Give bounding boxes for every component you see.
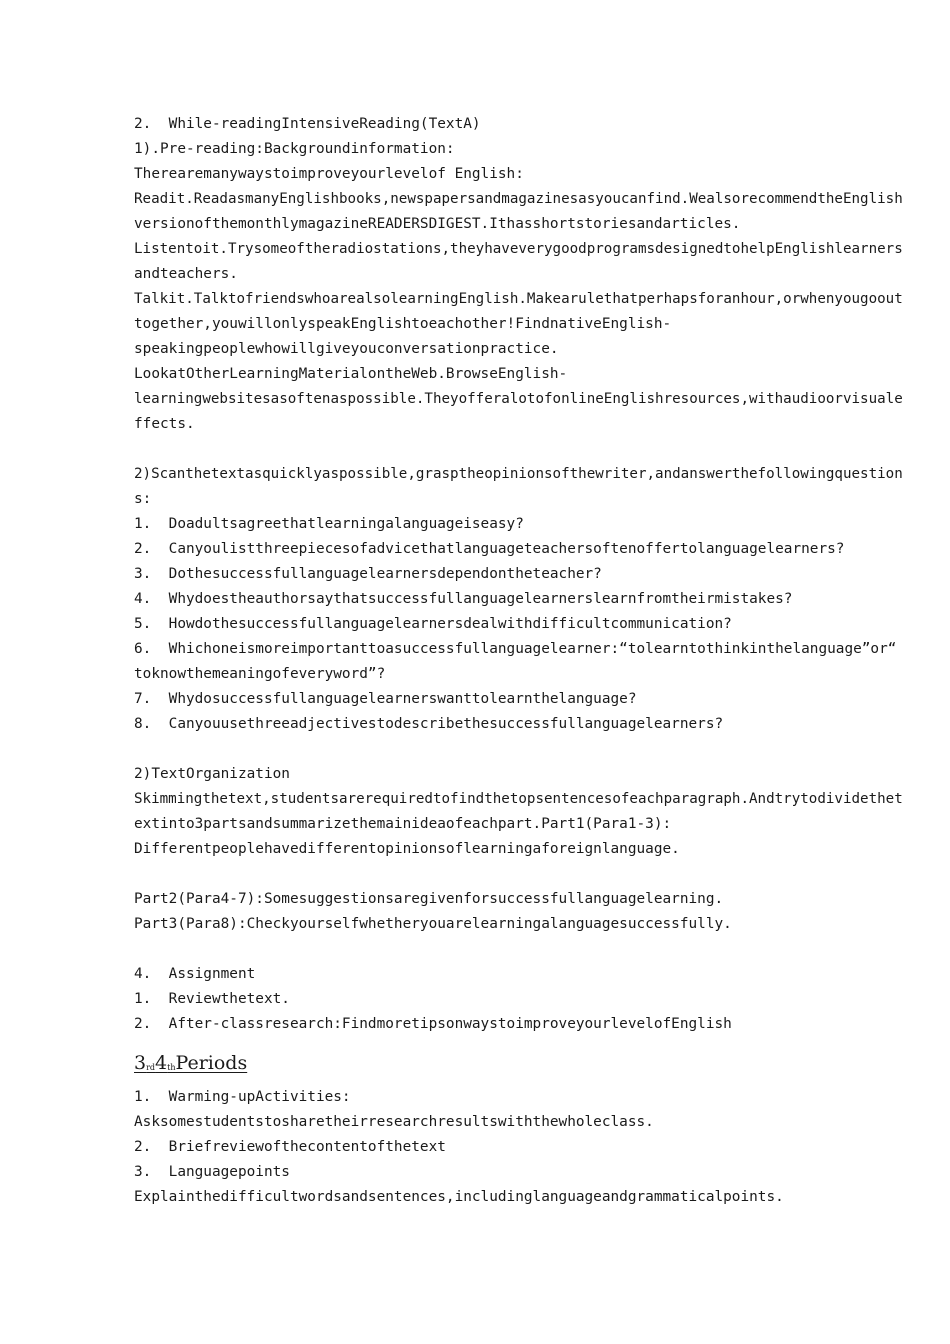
text-line: speakingpeoplewhowillgiveyouconversationpractice. — [134, 341, 559, 357]
section-scan-questions — [134, 462, 904, 737]
question-item: 1. Doadultsagreethatlearningalanguageiseasy? — [134, 516, 524, 532]
text-line: versionofthemonthlymagazineREADERSDIGEST.Ithasshortstoriesandarticles. — [134, 216, 741, 232]
question-item: 3. Dothesuccessfullanguagelearnersdependontheteacher? — [134, 566, 602, 582]
section-parts — [134, 887, 904, 937]
text-line: s: — [134, 491, 152, 507]
text-line: 3. Languagepoints — [134, 1164, 290, 1180]
blank-line — [134, 937, 904, 962]
list-item: 2. After-classresearch:FindmoretipsonwaystoimproveyourlevelofEnglish — [134, 1016, 732, 1032]
question-item: 6. Whichoneismoreimportanttoasuccessfullanguagelearner:“tolearntothinkinthelanguage”or“ — [134, 641, 897, 657]
text-line: 2. While-readingIntensiveReading(TextA) — [134, 116, 481, 132]
section-assignment — [134, 962, 904, 1037]
list-item: 1. Reviewthetext. — [134, 991, 290, 1007]
text-line: 2)Scanthetextasquicklyaspossible,grasptheopinionsofthewriter,andanswerthefollowingquestion — [134, 466, 903, 482]
text-line: Part2(Para4-7):Somesuggestionsaregivenforsuccessfullanguagelearning. — [134, 891, 724, 907]
heading-number-1: 3 — [134, 1052, 147, 1074]
text-line: Skimmingthetext,studentsarerequiredtofindthetopsentencesofeachparagraph.Andtrytodividethet — [134, 791, 903, 807]
text-line: Explainthedifficultwordsandsentences,includinglanguageandgrammaticalpoints. — [134, 1189, 784, 1205]
text-line: Part3(Para8):Checkyourselfwhetheryouarelearningalanguagesuccessfully. — [134, 916, 732, 932]
text-line: ffects. — [134, 416, 195, 432]
periods-heading — [134, 1049, 904, 1077]
heading-number-2: 4 — [155, 1052, 168, 1074]
section-while-reading — [134, 112, 904, 437]
document-body — [134, 112, 904, 1210]
text-line: Asksomestudentstosharetheirresearchresultswiththewholeclass. — [134, 1114, 654, 1130]
section-text-organization — [134, 762, 904, 862]
blank-line — [134, 862, 904, 887]
heading-suffix-1: rd — [146, 1063, 156, 1072]
text-line: Differentpeoplehavedifferentopinionsoflearningaforeignlanguage. — [134, 841, 680, 857]
heading-word: Periods — [175, 1052, 248, 1074]
text-line: andteachers. — [134, 266, 238, 282]
text-line: toknowthemeaningofeveryword”? — [134, 666, 386, 682]
question-item: 8. Canyouusethreeadjectivestodescribethesuccessfullanguagelearners? — [134, 716, 724, 732]
question-item: 4. Whydoestheauthorsaythatsuccessfullanguagelearnerslearnfromtheirmistakes? — [134, 591, 793, 607]
text-line: Listentoit.Trysomeoftheradiostations,theyhaveverygoodprogramsdesignedtohelpEnglishlearners — [134, 241, 903, 257]
text-line: together,youwillonlyspeakEnglishtoeachother!FindnativeEnglish- — [134, 316, 672, 332]
text-line: 1).Pre-reading:Backgroundinformation: — [134, 141, 455, 157]
text-line: 1. Warming-upActivities: — [134, 1089, 351, 1105]
question-item: 7. Whydosuccessfullanguagelearnerswanttolearnthelanguage? — [134, 691, 637, 707]
heading-suffix-2: th — [167, 1063, 176, 1072]
text-line: 2)TextOrganization — [134, 766, 290, 782]
question-item: 2. Canyoulistthreepiecesofadvicethatlanguageteachersoftenoffertolanguagelearners? — [134, 541, 845, 557]
question-item: 5. Howdothesuccessfullanguagelearnersdealwithdifficultcommunication? — [134, 616, 732, 632]
blank-line — [134, 437, 904, 462]
text-line: LookatOtherLearningMaterialontheWeb.BrowseEnglish- — [134, 366, 568, 382]
section-periods — [134, 1085, 904, 1210]
text-line: Therearemanywaystoimproveyourlevelof English: — [134, 166, 524, 182]
text-line: 4. Assignment — [134, 966, 256, 982]
text-line: extinto3partsandsummarizethemainideaofeachpart.Part1(Para1-3): — [134, 816, 672, 832]
text-line: 2. Briefreviewofthecontentofthetext — [134, 1139, 446, 1155]
text-line: learningwebsitesasoftenaspossible.TheyofferalotofonlineEnglishresources,withaudioorvisuale — [134, 391, 903, 407]
text-line: Talkit.TalktofriendswhoarealsolearningEnglish.Makearulethatperhapsforanhour,orwhenyougoout — [134, 291, 903, 307]
blank-line — [134, 737, 904, 762]
text-line: Readit.ReadasmanyEnglishbooks,newspapersandmagazinesasyoucanfind.WealsorecommendtheEnglish — [134, 191, 903, 207]
